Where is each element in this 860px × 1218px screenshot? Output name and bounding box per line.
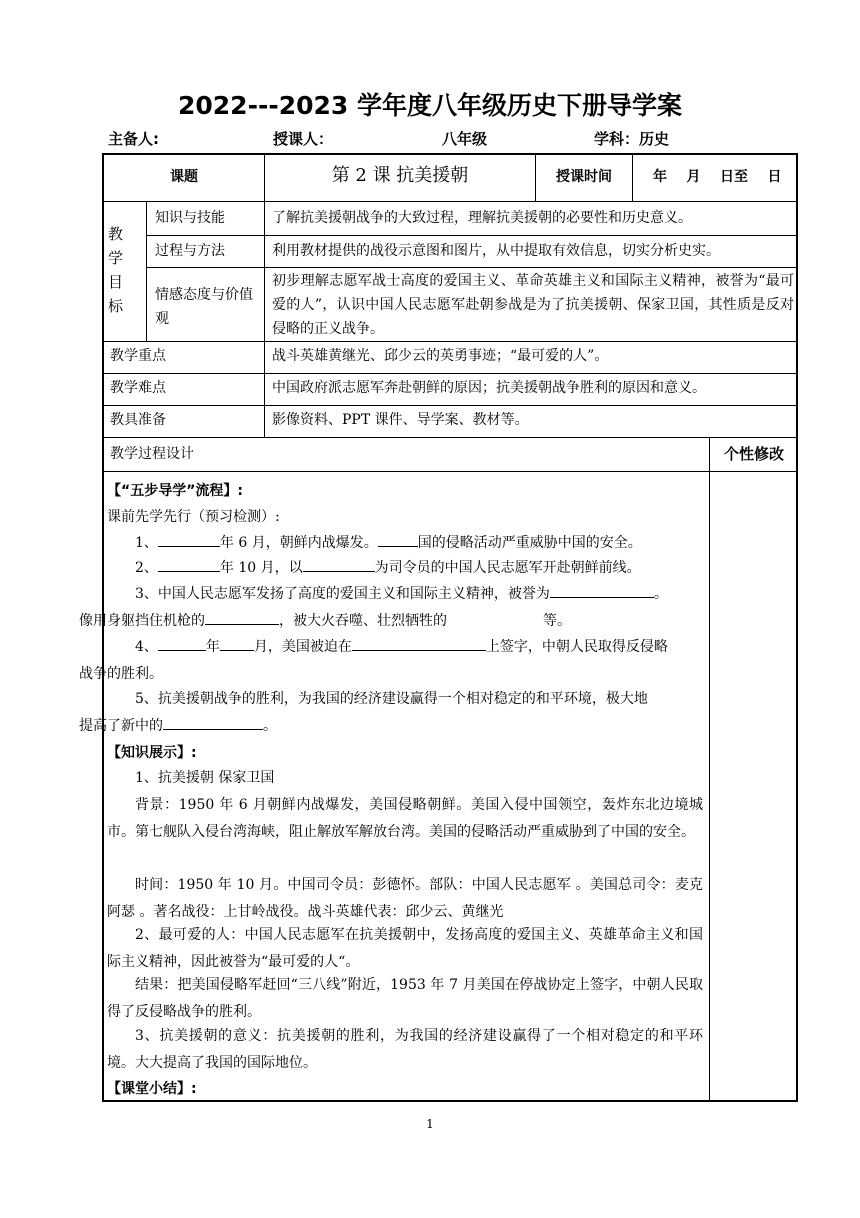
col-divider	[146, 201, 147, 341]
answer-blank	[550, 582, 654, 598]
objective-text-attitude: 初步理解志愿军战士高度的爱国主义、革命英雄主义和国际主义精神，被誉为“最可爱的人”，认识中国人民志愿军赴朝参战是为了抗美援朝、保家卫国，其性质是反对侵略的正义战争。	[272, 273, 794, 337]
answer-blank	[205, 609, 279, 625]
answer-blank	[220, 635, 254, 651]
subject-label: 学科：历史	[594, 130, 670, 148]
key-points-label: 教学重点	[110, 348, 166, 364]
answer-blank	[378, 531, 418, 547]
col-divider	[709, 437, 710, 1102]
knowledge-1-background: 背景：1950 年 6 月朝鲜内战爆发，美国侵略朝鲜。美国入侵中国领空，轰炸东北边境城市。第七舰队入侵台湾海峡，阻止解放军解放台湾。美国的侵略活动严重威胁到了中国的安全。	[107, 797, 703, 840]
knowledge-1-time: 时间：1950 年 10 月。中国司令员：彭德怀。部队：中国人民志愿军 。美国总司令：麦克阿瑟 。著名战役：上甘岭战役。战斗英雄代表：邱少云、黄继光	[107, 877, 703, 920]
flow-heading: 【“五步导学”流程】:	[107, 483, 244, 499]
document-title: 2022---2023 学年度八年级历史下册导学案	[178, 91, 682, 120]
question-3: 3、中国人民志愿军发扬了高度的爱国主义和国际主义精神，被誉为 。 像用身躯挡住机枪的 ，被大火吞噬、壮烈牺牲的 等。	[107, 581, 703, 635]
knowledge-heading: 【知识展示】:	[107, 745, 197, 761]
row-divider	[102, 373, 798, 374]
objective-text-process: 利用教材提供的战役示意图和图片，从中提取有效信息，切实分析史实。	[272, 243, 720, 259]
row-divider	[102, 405, 798, 406]
objective-text-knowledge: 了解抗美援朝战争的大致过程，理解抗美援朝的必要性和历史意义。	[272, 210, 692, 226]
preparer-label: 主备人:	[108, 130, 159, 148]
answer-blank	[163, 714, 263, 730]
answer-blank	[158, 556, 220, 572]
key-points-text: 战斗英雄黄继光、邱少云的英勇事迹；“最可爱的人”。	[272, 348, 609, 364]
difficulties-text: 中国政府派志愿军奔赴朝鲜的原因；抗美援朝战争胜利的原因和意义。	[272, 380, 706, 396]
col-divider	[632, 153, 633, 201]
objective-name-process: 过程与方法	[155, 243, 225, 259]
col-divider	[264, 201, 265, 437]
row-divider	[102, 201, 798, 202]
time-value: 年 月 日至 日	[653, 169, 782, 185]
question-5: 5、抗美援朝战争的胜利，为我国的经济建设赢得一个相对稳定的和平环境，极大地 提高了新中的 。	[79, 691, 648, 734]
row-divider	[102, 341, 798, 342]
question-4: 4、 年 月，美国被迫在 上签字，中朝人民取得反侵略 战争的胜利。	[107, 634, 703, 688]
preview-heading: 课前先学先行（预习检测）:	[107, 509, 280, 525]
row-divider	[102, 437, 798, 438]
knowledge-3: 3、抗美援朝的意义：抗美援朝的胜利，为我国的经济建设赢得了一个相对稳定的和平环境。大大提高了我国的国际地位。	[107, 1028, 703, 1071]
objectives-label: 教学目标	[108, 225, 124, 315]
question-1: 1、 年 6 月，朝鲜内战爆发。 国的侵略活动严重威胁中国的安全。	[107, 530, 703, 557]
teacher-label: 授课人：	[273, 130, 334, 148]
knowledge-2-result: 结果：把美国侵略军赶回“三八线”附近，1953 年 7 月美国在停战协定上签字，中朝人民取得了反侵略战争的胜利。	[107, 977, 703, 1020]
row-divider	[146, 267, 798, 268]
topic-label: 课题	[170, 169, 198, 185]
summary-heading: 【课堂小结】:	[107, 1081, 197, 1097]
row-divider	[102, 471, 798, 472]
objective-name-knowledge: 知识与技能	[155, 210, 225, 226]
answer-blank	[158, 635, 206, 651]
grade-label: 八年级	[442, 130, 488, 148]
knowledge-2: 2、最可爱的人：中国人民志愿军在抗美援朝中，发扬高度的爱国主义、英雄革命主义和国际主义精神，因此被誉为“最可爱的人“。	[107, 927, 703, 970]
difficulties-label: 教学难点	[110, 380, 166, 396]
answer-blank	[303, 556, 375, 572]
answer-blank	[352, 635, 486, 651]
process-label: 教学过程设计	[110, 446, 194, 462]
materials-label: 教具准备	[110, 412, 166, 428]
answer-blank	[158, 531, 220, 547]
page-number: 1	[426, 1117, 434, 1131]
personal-edit-label: 个性修改	[723, 445, 784, 463]
objective-name-attitude: 情感态度与价值观	[155, 287, 253, 327]
knowledge-1-title: 1、抗美援朝 保家卫国	[135, 770, 275, 786]
row-divider	[146, 235, 798, 236]
topic-value: 第 2 课 抗美援朝	[331, 165, 469, 186]
question-2: 2、 年 10 月，以 为司令员的中国人民志愿军开赴朝鲜前线。	[107, 555, 703, 582]
time-label: 授课时间	[556, 169, 612, 185]
materials-text: 影像资料、PPT 课件、导学案、教材等。	[272, 412, 529, 428]
